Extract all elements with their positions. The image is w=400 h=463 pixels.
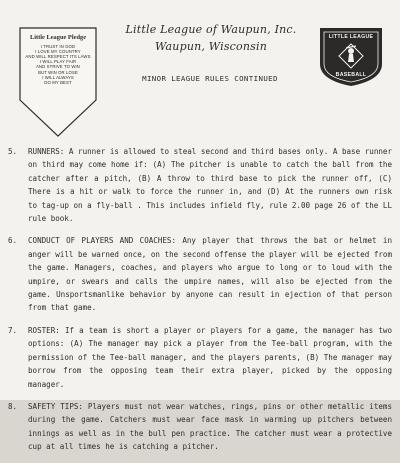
- organization-location: Waupun, Wisconsin: [155, 40, 267, 53]
- pledge-line: BUT WIN OR LOSE: [38, 69, 78, 75]
- pledge-text: [24, 34, 92, 85]
- pledge-line: I LOVE MY COUNTRY: [35, 48, 81, 54]
- pledge-line: AND WILL RESPECT ITS LAWS: [25, 53, 91, 59]
- rule-text: SAFETY TIPS: Players must not wear watches, rings, pins or other metallic items during the game. Catchers must wear face mask in warming up pitchers between innings as well as in the bull pen practice. The catcher must wear a protective cup at all times he is catching a pitcher.: [28, 401, 392, 452]
- rule-item: [8, 234, 392, 314]
- pledge-line: I WILL PLAY FAIR: [39, 59, 77, 65]
- pledge-title: Little League Pledge: [29, 34, 87, 41]
- rule-number: 7.: [8, 325, 18, 335]
- logo-top-text: LITTLE LEAGUE: [328, 34, 374, 40]
- pledge-line: I TRUST IN GOD: [40, 43, 76, 49]
- rule-item: [8, 400, 392, 454]
- pledge-line: DO MY BEST: [44, 79, 72, 85]
- rule-text: CONDUCT OF PLAYERS AND COACHES: Any player that throws the bat or helmet in anger will be warned once, on the second offense the player will be ejected from the game. Managers, coaches, and players who argue to long or to loud with the umpire, or swears and calls the umpire names, will also be ejected from the game. Unsportsmanlike behavior by anyone can result in ejection of that person from that game.: [28, 236, 392, 313]
- rule-number: 8.: [8, 401, 18, 411]
- rules-list: [8, 145, 392, 463]
- pledge-line: I WILL ALWAYS: [42, 74, 74, 80]
- rule-item: [8, 145, 392, 225]
- little-league-logo: [316, 24, 386, 88]
- rule-text: ROSTER: If a team is short a player or players for a game, the manager has two options: (A) The manager may pick a player from the Tee-ball program, with the permission of the Tee-ball manager, and the players parents, (B) The manager may borrow from the opposing team their extra player, picked by the opposing manager.: [28, 325, 392, 389]
- rule-text: RUNNERS: A runner is allowed to steal second and third bases only. A base runner on third may come home if: (A) The pitcher is unable to catch the ball from the catcher after a pitch, (B) A throw to third base to pick the runner off, (C) There is a hit or walk to force the runner in, and (D) At the runners own risk to tag-up on a fly-ball . This includes infield fly, rule 2.00 page 26 of the LL rule book.: [28, 147, 392, 224]
- pledge-badge: [18, 26, 98, 138]
- rule-item: [8, 324, 392, 391]
- rule-number: 6.: [8, 236, 18, 246]
- pledge-line: AND STRIVE TO WIN: [35, 64, 81, 70]
- document-subtitle: MINOR LEAGUE RULES CONTINUED: [142, 74, 278, 83]
- organization-name: Little League of Waupun, Inc.: [125, 23, 297, 36]
- rule-number: 5.: [8, 147, 18, 156]
- logo-bottom-text: BASEBALL: [335, 72, 367, 78]
